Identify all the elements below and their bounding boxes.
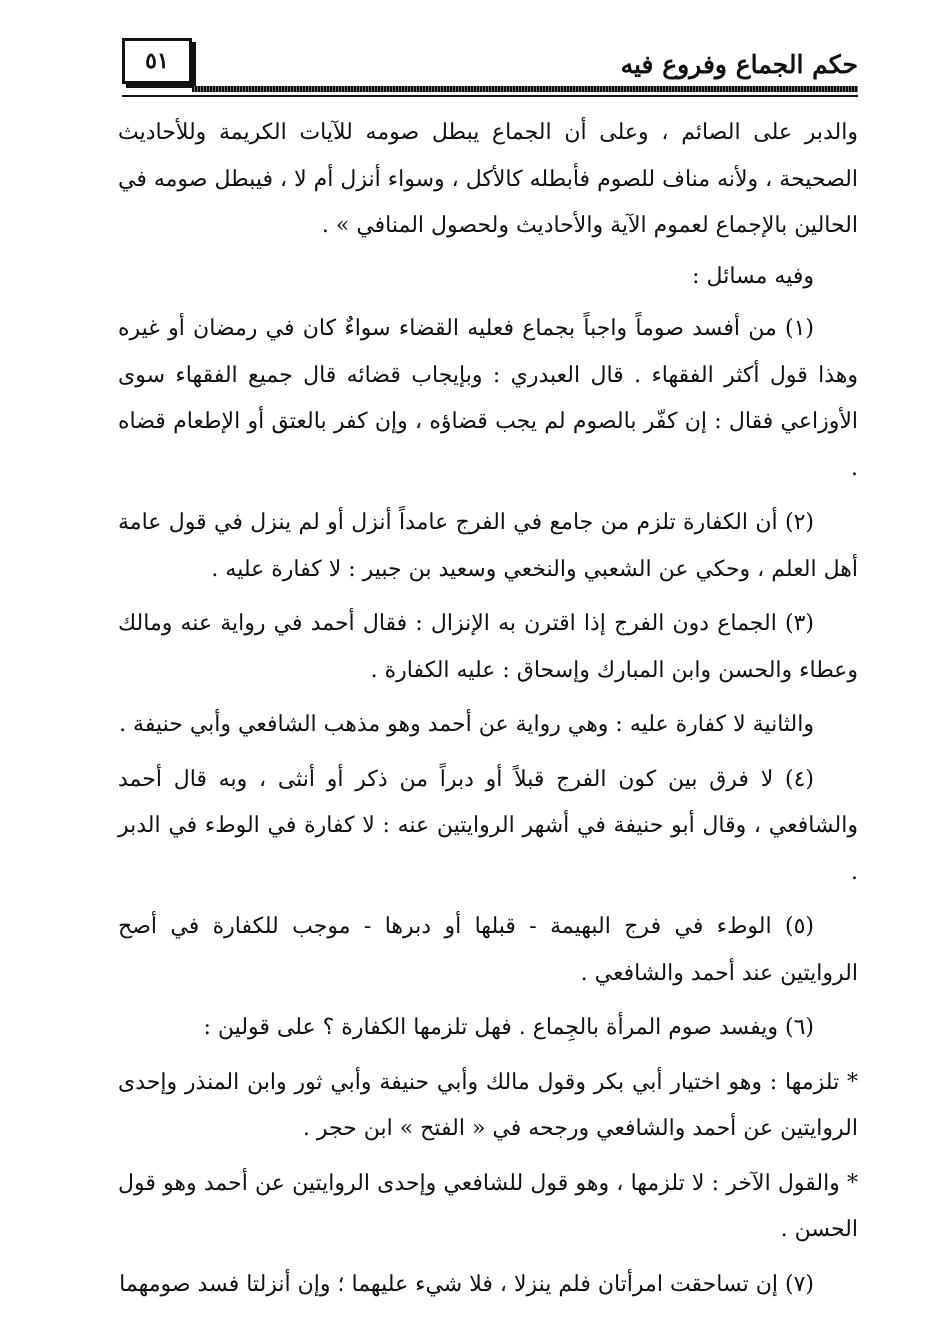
paragraph-issue-3-second-view: والثانية لا كفارة عليه : وهي رواية عن أحمد وهو مذهب الشافعي وأبي حنيفة . bbox=[119, 712, 814, 737]
header-rule bbox=[192, 86, 858, 92]
paragraph-issue-5: (٥) الوطء في فرج البهيمة - قبلها أو دبرها - موجب للكفارة في أصح الروايتين عند أحمد والشافعي . bbox=[118, 914, 858, 986]
page-number: ٥١ bbox=[145, 48, 169, 74]
paragraph-issue-7: (٧) إن تساحقت امرأتان فلم ينزلا ، فلا شيء عليهما ؛ وإن أنزلتا فسد صومهما bbox=[119, 1271, 814, 1297]
paragraph-issue-6-view-b: * والقول الآخر : لا تلزمها ، وهو قول للشافعي وإحدى الروايتين عن أحمد وهو قول الحسن . bbox=[118, 1170, 858, 1242]
running-title: حكم الجماع وفروع فيه bbox=[620, 50, 858, 79]
paragraph-issue-6: (٦) ويفسد صوم المرأة بالجِماع . فهل تلزمها الكفارة ؟ على قولين : bbox=[203, 1015, 814, 1040]
paragraph-issue-1: (١) من أفسد صوماً واجباً بجماع فعليه القضاء سواءٌ كان في رمضان أو غيره وهذا قول أكثر الفقهاء . قال العبدري : وبإيجاب قضائه قال جميع الفقهاء سوى الأوزاعي فقال : إن كفّر بالصوم لم يجب قضاؤه ، وإن كفر بالعتق أو الإطعام قضاه . bbox=[118, 316, 858, 481]
page-number-box bbox=[122, 38, 192, 84]
paragraph-issue-3: (٣) الجماع دون الفرج إذا اقترن به الإنزال : فقال أحمد في رواية عنه ومالك وعطاء والحسن وابن المبارك وإسحاق : عليه الكفارة . bbox=[118, 611, 858, 683]
paragraph-masail-label: وفيه مسائل : bbox=[692, 263, 814, 289]
paragraph-intro: والدبر على الصائم ، وعلى أن الجماع يبطل صومه للآيات الكريمة وللأحاديث الصحيحة ، ولأنه مناف للصوم فأبطله كالأكل ، وسواء أنزل أم لا ، فيبطل صومه في الحالين بالإجماع لعموم الآية والأحاديث ولحصول المنافي » . bbox=[118, 120, 858, 238]
paragraph-issue-4: (٤) لا فرق بين كون الفرج قبلاً أو دبراً من ذكر أو أنثى ، وبه قال أحمد والشافعي ، وقال أبو حنيفة في أشهر الروايتين عنه : لا كفارة في الوطء في الدبر . bbox=[118, 766, 858, 885]
header-rule-thin bbox=[122, 95, 858, 97]
paragraph-issue-6-view-a: * تلزمها : وهو اختيار أبي بكر وقول مالك وأبي حنيفة وأبي ثور وابن المنذر وإحدى الروايتين عن أحمد والشافعي ورجحه في « الفتح » ابن حجر . bbox=[118, 1069, 858, 1141]
paragraph-issue-2: (٢) أن الكفارة تلزم من جامع في الفرج عامداً أنزل أو لم ينزل في قول عامة أهل العلم ، وحكي عن الشعبي والنخعي وسعيد بن جبير : لا كفارة عليه . bbox=[118, 510, 858, 582]
body-text bbox=[118, 110, 858, 1308]
